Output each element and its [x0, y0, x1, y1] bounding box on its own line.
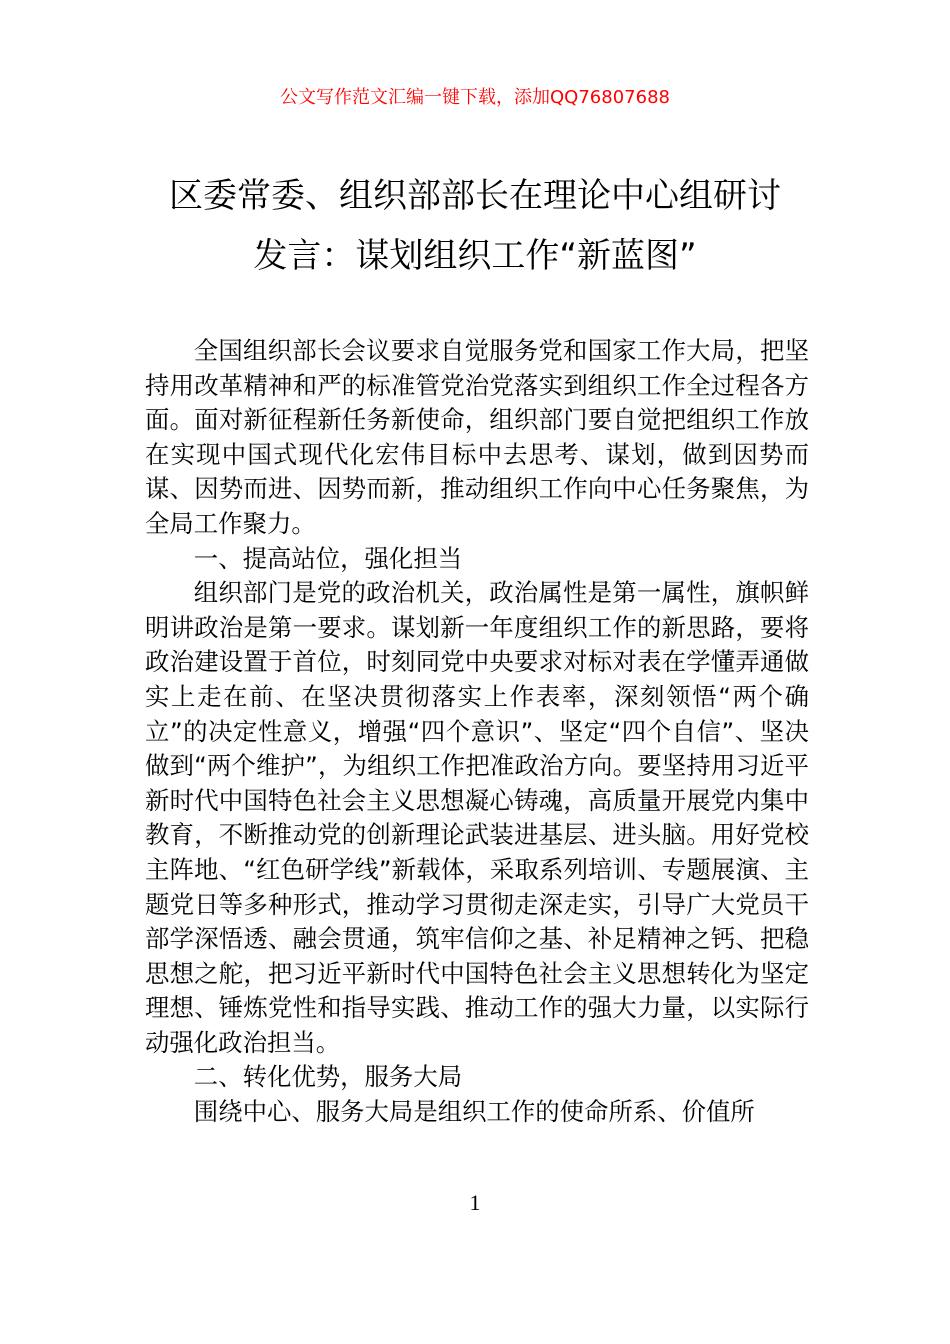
section-heading-1: 一、提高站位，强化担当 — [193, 543, 463, 573]
section-2-paragraph: 围绕中心、服务大局是组织工作的使命所系、价值所 — [193, 1097, 755, 1127]
document-body — [145, 334, 809, 1130]
document-title — [120, 166, 830, 286]
header-download-note: 公文写作范文汇编一键下载，添加QQ76807688 — [280, 87, 670, 108]
title-line-1: 区委常委、组织部部长在理论中心组研讨 — [169, 176, 781, 216]
page-number: 1 — [469, 1190, 481, 1215]
intro-paragraph: 全国组织部长会议要求自觉服务党和国家工作大局，把坚持用改革精神和严的标准管党治党落实到组织工作全过程各方面。面对新征程新任务新使命，组织部门要自觉把组织工作放在实现中国式现代化宏伟目标中去思考、谋划，做到因势而谋、因势而进、因势而新，推动组织工作向中心任务聚焦，为全局工作聚力。 — [145, 336, 809, 538]
section-heading-2: 二、转化优势，服务大局 — [193, 1062, 463, 1092]
title-line-2: 发言：谋划组织工作“新蓝图” — [253, 236, 697, 276]
section-1-paragraph: 组织部门是党的政治机关，政治属性是第一属性，旗帜鲜明讲政治是第一要求。谋划新一年度组织工作的新思路，要将政治建设置于首位，时刻同党中央要求对标对表在学懂弄通做实上走在前、在坚决贯彻落实上作表率，深刻领悟“两个确立”的决定性意义，增强“四个意识”、坚定“四个自信”、坚决做到“两个维护”，为组织工作把准政治方向。要坚持用习近平新时代中国特色社会主义思想凝心铸魂，高质量开展党内集中教育，不断推动党的创新理论武装进基层、进头脑。用好党校主阵地、“红色研学线”新载体，采取系列培训、专题展演、主题党日等多种形式，推动学习贯彻走深走实，引导广大党员干部学深悟透、融会贯通，筑牢信仰之基、补足精神之钙、把稳思想之舵，把习近平新时代中国特色社会主义思想转化为坚定理想、锤炼党性和指导实践、推动工作的强大力量，以实际行动强化政治担当。 — [145, 578, 809, 1057]
